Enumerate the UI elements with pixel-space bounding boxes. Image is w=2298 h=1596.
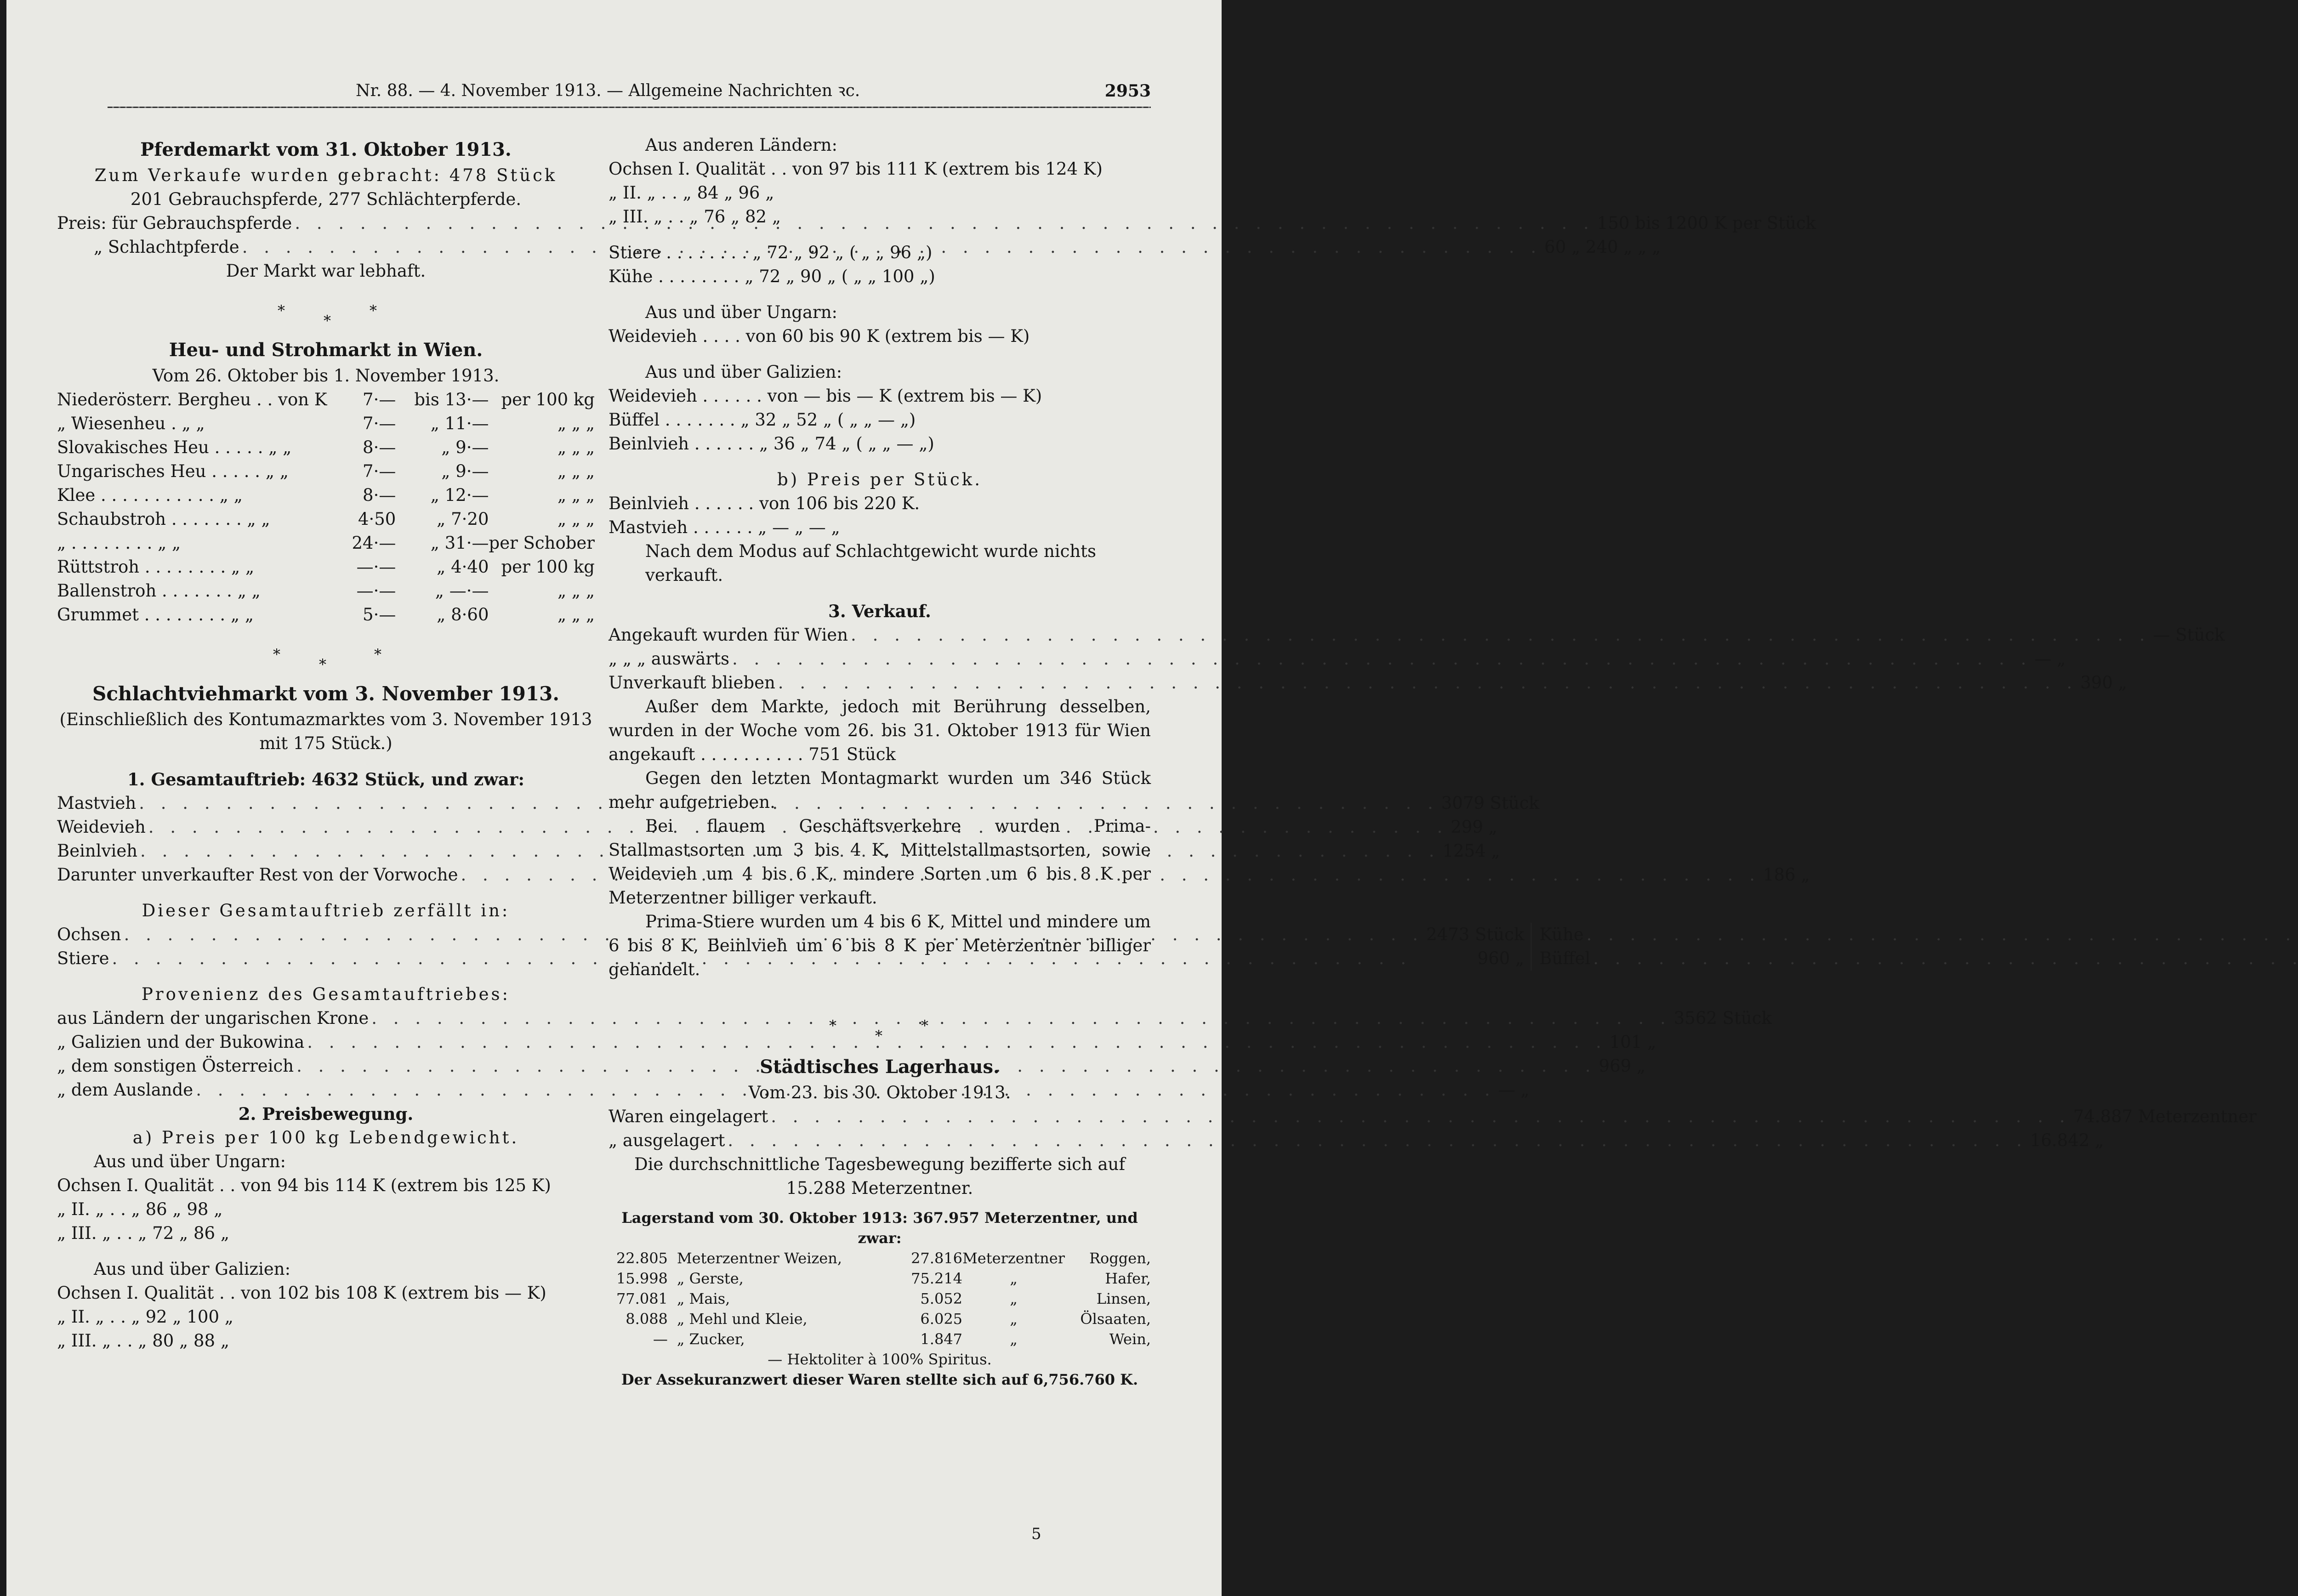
price-row: Ochsen I. Qualität . . von 94 bis 114 K (extrem bis 125 K)	[57, 1176, 551, 1195]
stock-cell: 27.816	[911, 1250, 963, 1267]
star-ornament: *	[370, 302, 377, 319]
spacer	[609, 587, 1151, 599]
stock-cell: 75.214	[911, 1270, 963, 1287]
stock-row	[609, 1289, 1151, 1309]
price-row: Weidevieh . . . . . . von — bis — K (extrem bis — K)	[609, 386, 1042, 406]
hay-row	[57, 388, 595, 412]
stock-cell: Linsen,	[1096, 1290, 1151, 1307]
stock-cell: „	[1010, 1270, 1018, 1287]
price-row: Ochsen I. Qualität . . von 102 bis 108 K (extrem bis — K)	[57, 1283, 546, 1303]
hay-cell-unit: per 100 kg	[501, 390, 595, 409]
split-row	[1539, 923, 2298, 947]
paragraph: Außer dem Markte, jedoch mit Berührung desselben, wurden in der Woche vom 26. bis 31. Oktober 1913 für Wien angekauft . . . . . . . . . . 751 Stück	[609, 697, 1151, 764]
leader-dots	[729, 647, 2035, 671]
hay-row	[57, 460, 595, 483]
hay-cell-from: 4·50	[358, 509, 396, 529]
hay-cell-bis: „ 9·—	[441, 437, 489, 457]
header-rule	[108, 107, 1151, 108]
hay-cell-name: Grummet . . . . . . . . „ „	[57, 605, 254, 625]
stock-cell: „	[1010, 1290, 1018, 1307]
footer-number: 5	[1031, 1525, 1041, 1543]
spacer	[57, 755, 595, 767]
stock-row	[609, 1309, 1151, 1329]
stock-cell: 77.081	[616, 1290, 668, 1307]
total-row-value: 186 „	[1763, 865, 1810, 885]
split-row	[1539, 947, 2298, 971]
star-ornament: *	[273, 646, 280, 663]
storage-row	[609, 1105, 2257, 1129]
hay-cell-bis: „ 8·60	[437, 605, 489, 625]
hay-cell-name: Ungarisches Heu . . . . . „ „	[57, 461, 289, 481]
hay-cell-name: „ Wiesenheu . „ „	[57, 414, 205, 433]
hay-cell-name: Klee . . . . . . . . . . . „ „	[57, 485, 243, 505]
horse-market-title: Pferdemarkt vom 31. Oktober 1913.	[140, 139, 512, 160]
stock-cell: 1.847	[920, 1330, 963, 1348]
stock-cell: „ Zucker,	[677, 1330, 745, 1348]
hay-cell-bis: „ 12·—	[430, 485, 489, 505]
price-row: Ochsen I. Qualität . . von 97 bis 111 K (extrem bis 124 K)	[609, 159, 1103, 179]
provenance-row-label: aus Ländern der ungarischen Krone	[57, 1008, 369, 1028]
split-row-value: 960 „	[1477, 949, 1524, 968]
hay-row	[57, 412, 595, 436]
sales-list	[609, 623, 2225, 695]
price-row: „ III. „ . . „ 80 „ 88 „	[57, 1331, 229, 1351]
total-row-label: Mastvieh	[57, 793, 137, 813]
stock-cell: 6.025	[920, 1310, 963, 1328]
hay-row	[57, 579, 595, 603]
split-row-value: 2473 Stück	[1426, 925, 1524, 944]
hay-cell-from: —·—	[356, 557, 396, 577]
leader-dots	[725, 1129, 2030, 1153]
stock-row	[609, 1268, 1151, 1289]
stock-table	[609, 1248, 1151, 1349]
split-row-label: Kühe	[1539, 925, 1584, 944]
sale-row	[609, 647, 2066, 671]
newspaper-page	[6, 0, 2257, 1596]
storage-row	[609, 1129, 2104, 1153]
split-right	[1532, 923, 2298, 971]
stock-cell: Roggen,	[1089, 1250, 1151, 1267]
hay-cell-unit: „ „ „	[557, 437, 595, 457]
hay-cell-bis: „ 4·40	[437, 557, 489, 577]
star-ornament: *	[324, 312, 331, 329]
stock-cell: 8.088	[626, 1310, 668, 1328]
storage-subtitle: Vom 23. bis 30. Oktober 1913.	[748, 1083, 1011, 1102]
storage-row-value: 74.887 Meterzentner	[2073, 1107, 2257, 1126]
stock-cell: „ Mehl und Kleie,	[677, 1310, 808, 1328]
hay-cell-unit: per 100 kg	[501, 557, 595, 577]
piece-price-heading: b) Preis per Stück.	[777, 470, 982, 489]
hay-row	[57, 507, 595, 531]
spacer	[57, 1245, 595, 1257]
hay-cell-name: „ . . . . . . . . „ „	[57, 533, 181, 553]
leader-dots	[775, 671, 2081, 695]
hay-cell-name: Slovakisches Heu . . . . . „ „	[57, 437, 292, 457]
hay-cell-bis: „ 31·—	[430, 533, 489, 553]
hay-market-subtitle: Vom 26. Oktober bis 1. November 1913.	[152, 366, 500, 386]
piece-price-rows	[609, 492, 1151, 540]
stock-cell: „	[1010, 1330, 1018, 1348]
hay-cell-unit: „ „ „	[557, 461, 595, 481]
paragraph: Prima-Stiere wurden um 4 bis 6 K, Mittel und mindere um 6 bis 8 K, Beinlvieh um 6 bis 8 K per Meterzentner billiger gehandelt.	[609, 912, 1151, 979]
split-row-label: Stiere	[57, 949, 109, 968]
hay-cell-unit: per Schober	[489, 533, 595, 553]
sale-row-label: „ „ „ auswärts	[609, 649, 729, 669]
star-ornament: *	[374, 646, 381, 663]
horse-price-value: 150 bis 1200 K per Stück	[1597, 213, 1816, 233]
hay-cell-name: Ballenstroh . . . . . . . „ „	[57, 581, 261, 601]
price-row: „ III. „ . . „ 72 „ 86 „	[57, 1223, 229, 1243]
hay-cell-unit: „ „ „	[557, 485, 595, 505]
hay-cell-from: 7·—	[363, 390, 396, 409]
storage-rows	[609, 1105, 2257, 1153]
spacer	[609, 456, 1151, 468]
sale-row-value: — „	[2034, 649, 2066, 669]
stock-block	[609, 1208, 1151, 1390]
stock-cell: —	[653, 1330, 668, 1348]
price-movement-subheading: a) Preis per 100 kg Lebendgewicht.	[132, 1128, 519, 1147]
ungarn2-heading: Aus und über Ungarn:	[645, 302, 838, 322]
sale-heading: 3. Verkauf.	[828, 601, 931, 621]
stock-cell: „	[1010, 1310, 1018, 1328]
spacer	[609, 289, 1151, 301]
stock-cell: „ Mais,	[677, 1290, 730, 1307]
hay-cell-from: 5·—	[363, 605, 396, 625]
sale-row-label: Angekauft wurden für Wien	[609, 625, 848, 645]
insurance-line: Der Assekuranzwert dieser Waren stellte sich auf 6,756.760 K.	[621, 1371, 1138, 1388]
stock-cell: Meterzentner	[962, 1250, 1065, 1267]
hay-cell-bis: „ 11·—	[430, 414, 489, 433]
stock-heading: Lagerstand vom 30. Oktober 1913: 367.957 Meterzentner, und zwar:	[621, 1209, 1138, 1247]
provenance-heading: Provenienz des Gesamtauftriebes:	[142, 984, 510, 1004]
hay-row	[57, 436, 595, 460]
total-row	[57, 791, 1539, 815]
sale-row-label: Unverkauft blieben	[609, 673, 775, 693]
star-ornament: *	[278, 302, 285, 319]
price-row: „ II. „ . . „ 84 „ 96 „	[609, 183, 774, 203]
provenance-row-label: „ dem sonstigen Österreich	[57, 1056, 294, 1076]
hay-cell-name: Schaubstroh . . . . . . . „ „	[57, 509, 270, 529]
price-row: Stiere . . . . . . . . „ 72 „ 92 „ ( „ „ 96 „)	[609, 243, 933, 262]
hay-cell-bis: bis 13·—	[414, 390, 489, 409]
split-heading: Dieser Gesamtauftrieb zerfällt in:	[142, 901, 510, 920]
leader-dots	[1590, 947, 2298, 971]
sale-row	[609, 623, 2225, 647]
section-divider-stars	[57, 627, 595, 677]
galizien2-heading: Aus und über Galizien:	[645, 362, 842, 382]
hay-cell-bis: „ 9·—	[441, 461, 489, 481]
section-divider-stars	[57, 283, 595, 334]
ungarn2-row: Weidevieh . . . . von 60 bis 90 K (extrem bis — K)	[609, 326, 1030, 346]
spirit-line: — Hektoliter à 100% Spiritus.	[768, 1351, 992, 1368]
provenance-row-value: 3562 Stück	[1673, 1008, 1772, 1028]
horse-price-label: Preis: für Gebrauchspferde	[57, 213, 292, 233]
horse-price-value: 60 „ 240 „ „ „	[1544, 237, 1661, 257]
provenance-row-value: 969 „	[1598, 1056, 1646, 1076]
provenance-row	[57, 1030, 1656, 1054]
total-row-value: 299 „	[1450, 817, 1497, 837]
stock-cell: 15.998	[616, 1270, 668, 1287]
provenance-row	[57, 1006, 1772, 1030]
page-number: 2953	[1104, 81, 1151, 101]
hay-cell-from: 24·—	[352, 533, 396, 553]
price-row: Büffel . . . . . . . „ 32 „ 52 „ ( „ „ — „)	[609, 410, 916, 430]
horse-note: Der Markt war lebhaft.	[226, 261, 426, 281]
hay-cell-from: 7·—	[363, 414, 396, 433]
price-row: Mastvieh . . . . . . „ — „ — „	[609, 517, 840, 537]
hay-cell-from: 8·—	[363, 437, 396, 457]
storage-row-label: „ ausgelagert	[609, 1130, 725, 1150]
stock-cell: 5.052	[920, 1290, 963, 1307]
hay-row	[57, 483, 595, 507]
total-drive-heading: 1. Gesamtauftrieb: 4632 Stück, und zwar:	[127, 769, 525, 789]
horse-price-label: „ Schlachtpferde	[94, 237, 239, 257]
price-row: Beinlvieh . . . . . . von 106 bis 220 K.	[609, 494, 920, 513]
total-row-label: Beinlvieh	[57, 841, 138, 861]
stock-cell: „ Gerste,	[677, 1270, 744, 1287]
hay-row	[57, 555, 595, 579]
leader-dots	[1584, 923, 2298, 947]
hay-row	[57, 603, 595, 627]
price-row: „ III. „ . . „ 76 „ 82 „	[609, 207, 781, 227]
stock-cell: 22.805	[616, 1250, 668, 1267]
hay-cell-unit: „ „ „	[557, 605, 595, 625]
provenance-row-value: 101 „	[1609, 1032, 1656, 1052]
storage-row-value: 16.842 „	[2030, 1130, 2104, 1150]
hay-market-title: Heu- und Strohmarkt in Wien.	[169, 339, 483, 361]
spacer	[57, 887, 595, 899]
slaughter-market-title: Schlachtviehmarkt vom 3. November 1913.	[92, 682, 559, 705]
other-countries-heading: Aus anderen Ländern:	[645, 135, 837, 155]
sale-row	[609, 671, 2127, 695]
hay-cell-name: Rüttstroh . . . . . . . . „ „	[57, 557, 255, 577]
star-ornament: *	[921, 1017, 928, 1034]
sale-row-value: 390 „	[2080, 673, 2127, 693]
section-divider-stars	[609, 982, 1151, 1051]
storage-average: Die durchschnittliche Tagesbewegung bezifferte sich auf 15.288 Meterzentner.	[634, 1154, 1126, 1198]
total-row-value: 1254 „	[1442, 841, 1500, 861]
spacer	[609, 229, 1151, 241]
total-row	[57, 863, 1810, 887]
galizien2-rows	[609, 384, 1151, 456]
hay-cell-from: 7·—	[363, 461, 396, 481]
stock-cell: Wein,	[1109, 1330, 1151, 1348]
hay-cell-unit: „ „ „	[557, 581, 595, 601]
stock-cell: Meterzentner Weizen,	[677, 1250, 842, 1267]
hay-cell-from: 8·—	[363, 485, 396, 505]
stock-cell: Hafer,	[1105, 1270, 1151, 1287]
storage-row-label: Waren eingelagert	[609, 1107, 768, 1126]
provenance-row-label: „ dem Auslande	[57, 1080, 193, 1100]
stock-cell: Ölsaaten,	[1080, 1310, 1151, 1328]
horse-line1: Zum Verkaufe wurden gebracht: 478 Stück	[94, 165, 557, 185]
price-row: Kühe . . . . . . . . „ 72 „ 90 „ ( „ „ 100 „)	[609, 267, 935, 286]
star-ornament: *	[875, 1027, 882, 1045]
leader-dots	[848, 623, 2153, 647]
other-countries-rows-2	[609, 241, 1151, 289]
stock-row	[609, 1329, 1151, 1349]
piece-note: Nach dem Modus auf Schlachtgewicht wurde nichts verkauft.	[645, 541, 1097, 585]
price-movement-heading: 2. Preisbewegung.	[238, 1104, 414, 1124]
spacer	[609, 348, 1151, 360]
paragraph: Bei flauem Geschäftsverkehre wurden Prima-Stallmastsorten um 3 bis 4 K, Mittelstallmastsorten, sowie Weidevieh um 4 bis 6 K, mindere Sorten um 6 bis 8 K per Meterzentner billiger verkauft.	[609, 816, 1151, 908]
star-ornament: *	[319, 656, 326, 673]
total-row-label: Darunter unverkaufter Rest von der Vorwoche	[57, 865, 458, 885]
hay-cell-unit: „ „ „	[557, 509, 595, 529]
hay-cell-bis: „ —·—	[435, 581, 489, 601]
horse-line2: 201 Gebrauchspferde, 277 Schlächterpferde.	[130, 189, 522, 209]
hay-cell-name: Niederösterr. Bergheu . . von K	[57, 390, 327, 409]
provenance-row-label: „ Galizien und der Bukowina	[57, 1032, 305, 1052]
spacer	[57, 971, 595, 983]
hay-price-table	[57, 388, 595, 627]
total-row-value: 3079 Stück	[1441, 793, 1539, 813]
hay-cell-from: —·—	[356, 581, 396, 601]
total-row-label: Weidevieh	[57, 817, 146, 837]
price-row: Beinlvieh . . . . . . „ 36 „ 74 „ ( „ „ — „)	[609, 434, 934, 454]
split-row-label: Ochsen	[57, 925, 121, 944]
ungarn-price-rows	[57, 1174, 595, 1245]
total-row	[57, 815, 1497, 839]
sale-row-value: — Stück	[2153, 625, 2225, 645]
paragraph: Gegen den letzten Montagmarkt wurden um 346 Stück mehr aufgetrieben.	[609, 768, 1151, 812]
slaughter-market-subtitle: (Einschließlich des Kontumazmarktes vom 3. November 1913 mit 175 Stück.)	[59, 710, 592, 753]
galizien-heading: Aus und über Galizien:	[94, 1259, 291, 1279]
galizien-price-rows	[57, 1281, 595, 1353]
total-row	[57, 839, 1500, 863]
hay-cell-unit: „ „ „	[557, 414, 595, 433]
other-countries-rows	[609, 157, 1151, 229]
hay-row	[57, 531, 595, 555]
stock-row	[609, 1248, 1151, 1268]
price-row: „ II. „ . . „ 86 „ 98 „	[57, 1199, 223, 1219]
header-text: Nr. 88. — 4. November 1913. — Allgemeine Nachrichten ꝛc.	[356, 81, 860, 100]
page-header	[108, 77, 1151, 105]
hay-cell-bis: „ 7·20	[437, 509, 489, 529]
provenance-row-value: — „	[1498, 1080, 1530, 1100]
ungarn-heading: Aus und über Ungarn:	[94, 1152, 286, 1171]
split-row-label: Büffel	[1539, 949, 1591, 968]
storage-title: Städtisches Lagerhaus.	[760, 1056, 1000, 1078]
price-row: „ II. „ . . „ 92 „ 100 „	[57, 1307, 233, 1327]
star-ornament: *	[829, 1017, 836, 1034]
leader-dots	[768, 1105, 2073, 1129]
